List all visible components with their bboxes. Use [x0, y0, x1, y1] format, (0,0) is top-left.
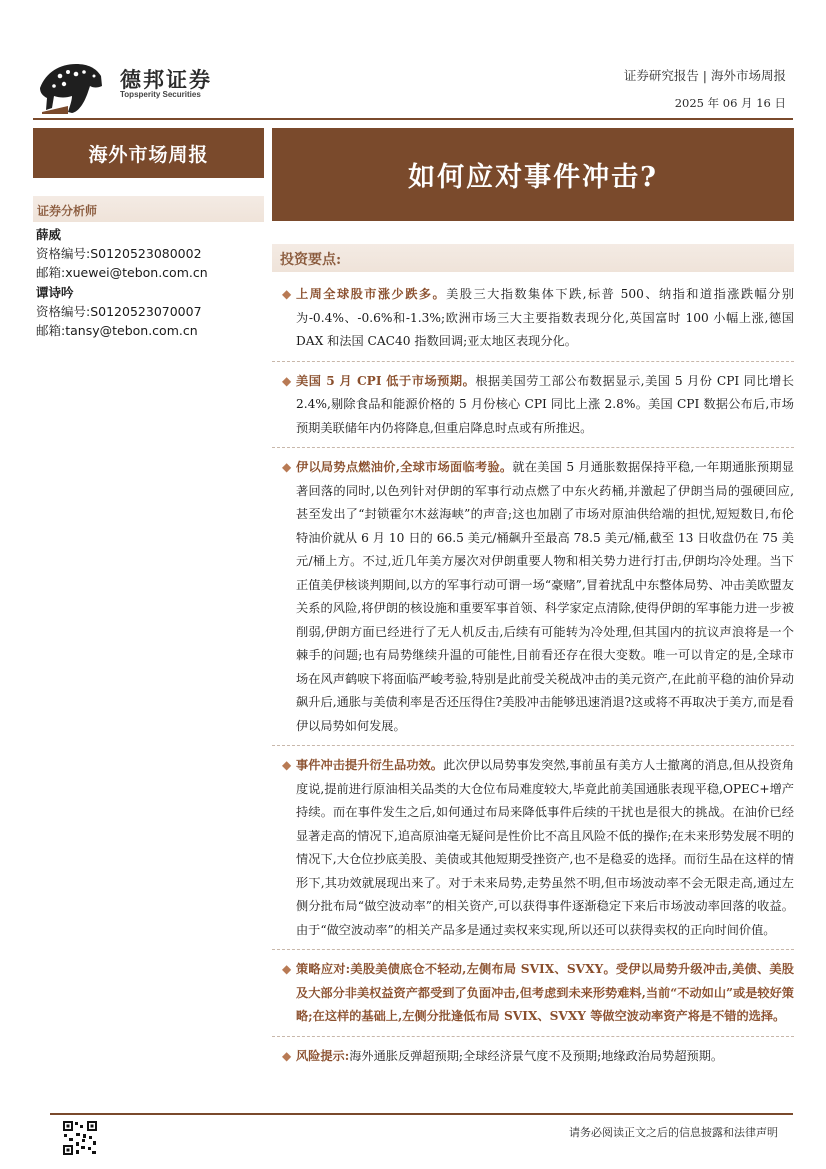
key-point	[272, 370, 794, 441]
key-points-title: 投资要点:	[280, 252, 342, 268]
analyst-cert: 资格编号:S0120523070007	[36, 304, 202, 319]
key-point	[272, 1045, 794, 1069]
diamond-bullet-icon: ◆	[282, 373, 292, 388]
qr-code-icon	[62, 1120, 98, 1156]
key-point-body: 海外通胀反弹超预期;全球经济景气度不及预期;地缘政治局势超预期。	[349, 1048, 724, 1063]
header-divider	[33, 118, 793, 120]
brand-name: 德邦证券	[120, 68, 212, 92]
key-point-lead: 事件冲击提升衍生品功效。	[296, 758, 444, 772]
diamond-bullet-icon: ◆	[282, 1048, 292, 1063]
divider	[272, 361, 794, 362]
key-point-body: 此次伊以局势事发突然,事前虽有美方人士撤离的消息,但从投资角度说,提前进行原油相关品类的大仓位布局难度较大,毕竟此前美国通胀表现平稳,OPEC+增产持续。而在事件发生之后,如何通过布局来降低事件后续的干扰也是很大的挑战。在油价已经显著走高的情况下,追高原油毫无疑问是性价比不高且风险不低的操作;在未来形势发展不明的情况下,大仓位抄底美股、美债或其他短期受挫资产,也不是稳妥的选择。而衍生品在这样的情形下,其功效就展现出来了。对于未来局势,走势虽然不明,但市场波动率不会无限走高,通过左侧分批布局“做空波动率”的相关资产,可以获得事件逐渐稳定下来后市场波动率回落的收益。由于“做空波动率”的相关产品多是通过卖权来实现,所以还可以获得卖权的正向时间价值。	[296, 758, 795, 937]
key-point-lead: 美国 5 月 CPI 低于市场预期。	[296, 373, 476, 388]
analyst-cert: 资格编号:S0120523080002	[36, 246, 202, 261]
report-type: 证券研究报告 | 海外市场周报	[623, 68, 786, 83]
diamond-bullet-icon: ◆	[282, 460, 292, 474]
key-point	[272, 283, 794, 354]
divider	[272, 949, 794, 950]
key-point-body: 就在美国 5 月通胀数据保持平稳,一年期通胀预期显著回落的同时,以色列针对伊朗的军事行动点燃了中东火药桶,并激起了伊朗当局的强硬回应,甚至发出了“封锁霍尔木兹海峡”的声音;这也加剧了市场对原油供给端的担忧,短短数日,布伦特油价就从 6 月 10 日的 66.5 美元/桶飙升至最高 78.5 美元/桶,截至 13 日收盘仍在 75 美元/桶上方。不过,近几年美方屡次对伊朗重要人物和相关势力进行打击,伊朗均冷处理。当下正值美伊核谈判期间,以方的军事行动可谓一场“豪赌”,冒着扰乱中东整体局势、冲击美欧盟友关系的风险,将伊朗的核设施和重要军事首领、科学家定点清除,使得伊朗的军事能力进一步被削弱,伊朗方面已经进行了无人机反击,后续有可能转为冷处理,但其国内的抗议声浪将是一个棘手的问题;也有局势继续升温的可能性,目前看还存在很大变数。唯一可以肯定的是,全球市场在风声鹤唳下将面临严峻考验,特别是此前受关税战冲击的美元资产,在此前平稳的油价异动飙升后,通胀与美债利率是否还压得住?美股冲击能够迅速消退?这或将不再取决于美方,而是看伊以局势如何发展。	[296, 460, 794, 733]
key-point-lead: 策略应对:	[296, 962, 351, 976]
analyst-list	[36, 226, 264, 340]
key-point	[272, 456, 794, 738]
legal-disclaimer: 请务必阅读正文之后的信息披露和法律声明	[569, 1126, 778, 1139]
leopard-logo-icon	[38, 58, 104, 114]
brand-name-en: Topsperity Securities	[120, 90, 201, 99]
analyst-section-header	[33, 196, 264, 222]
report-date: 2025 年 06 月 16 日	[674, 96, 786, 110]
footer-divider	[50, 1113, 793, 1115]
weekly-label: 海外市场周报	[33, 128, 264, 178]
key-point-body: 美股三大指数集体下跌,标普 500、纳指和道指涨跌幅分别为-0.4%、-0.6%和-1.3%;欧洲市场三大主要指数表现分化,英国富时 100 小幅上涨,德国 DAX 和法国 CAC40 指数回调;亚太地区表现分化。	[296, 287, 794, 348]
key-point-lead: 上周全球股市涨少跌多。	[296, 287, 447, 301]
key-points-header	[272, 244, 794, 272]
analyst-email[interactable]: 邮箱:xuewei@tebon.com.cn	[36, 265, 208, 280]
diamond-bullet-icon: ◆	[282, 287, 292, 301]
divider	[272, 1036, 794, 1037]
analyst-name: 谭诗吟	[36, 285, 74, 300]
key-point	[272, 754, 794, 942]
analyst-section-title: 证券分析师	[37, 204, 98, 218]
key-point-body: 根据美国劳工部公布数据显示,美国 5 月份 CPI 同比增长 2.4%,剔除食品和能源价格的 5 月份核心 CPI 同比上涨 2.8%。美国 CPI 数据公布后,市场预期美联储年内仍将降息,但重启降息时点或有所推迟。	[296, 373, 794, 435]
analyst-name: 薛威	[36, 227, 62, 242]
key-point	[272, 958, 794, 1029]
diamond-bullet-icon: ◆	[282, 758, 292, 772]
analyst-email[interactable]: 邮箱:tansy@tebon.com.cn	[36, 323, 198, 338]
key-point-body: 美股美债底仓不轻动,左侧布局 SVIX、SVXY。受伊以局势升级冲击,美债、美股及大部分非美权益资产都受到了负面冲击,但考虑到未来形势难料,当前“不动如山”或是较好策略;在这样的基础上,左侧分批逢低布局 SVIX、SVXY 等做空波动率资产将是不错的选择。	[296, 962, 794, 1023]
key-points-list	[272, 283, 794, 1068]
key-point-lead: 伊以局势点燃油价,全球市场面临考验。	[296, 460, 513, 474]
report-title: 如何应对事件冲击?	[272, 128, 794, 221]
diamond-bullet-icon: ◆	[282, 962, 292, 976]
divider	[272, 745, 794, 746]
divider	[272, 447, 794, 448]
key-point-lead: 风险提示:	[296, 1048, 350, 1063]
